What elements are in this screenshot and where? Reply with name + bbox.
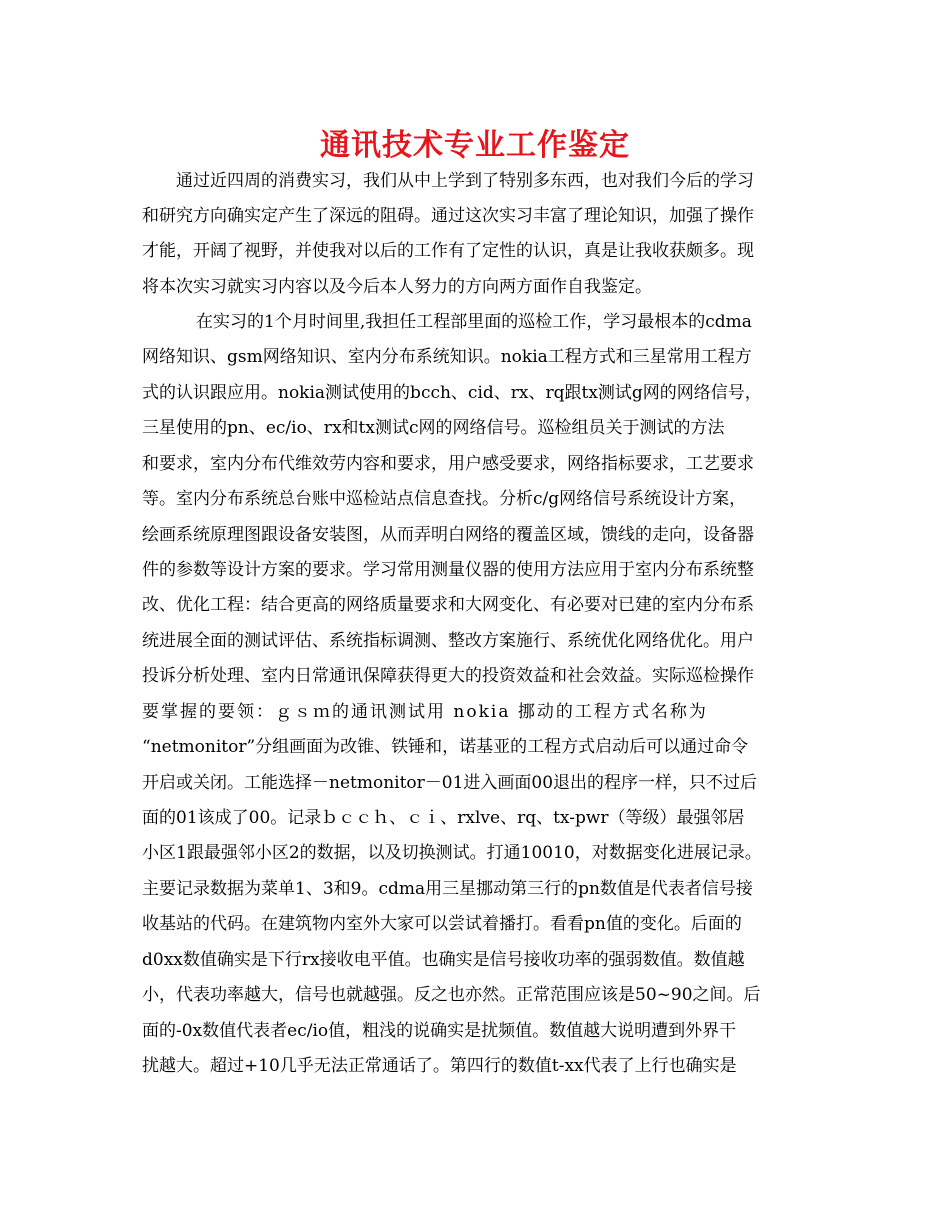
body-line: “netmonitor”分组画面为改锥、铁锤和，诺基亚的工程方式启动后可以通过命令 — [142, 737, 749, 757]
body-line: 面的01该成了00。记录ｂｃｃｈ、ｃｉ、rxlve、rq、tx-pwr（等级）最强邻居 — [142, 808, 745, 828]
body-line: 通过近四周的消费实习，我们从中上学到了特别多东西，也对我们今后的学习 — [176, 171, 754, 191]
body-line: 网络知识、gsm网络知识、室内分布系统知识。nokia工程方式和三星常用工程方 — [142, 347, 752, 367]
body-line: 三星使用的pn、ec/io、rx和tx测试c网的网络信号。巡检组员关于测试的方法 — [142, 418, 725, 438]
body-line: 和要求，室内分布代维效劳内容和要求，用户感受要求，网络指标要求，工艺要求 — [142, 454, 754, 474]
body-line: 主要记录数据为菜单1、3和9。cdma用三星挪动第三行的pn数值是代表者信号接 — [142, 879, 753, 899]
body-line: 绘画系统原理图跟设备安装图，从而弄明白网络的覆盖区域，馈线的走向，设备器 — [142, 525, 754, 545]
body-line: 投诉分析处理、室内日常通讯保障获得更大的投资效益和社会效益。实际巡检操作 — [142, 666, 754, 686]
body-line: 在实习的1个月时间里,我担任工程部里面的巡检工作，学习最根本的cdma — [196, 312, 752, 332]
body-line: 面的-0x数值代表者ec/io值，粗浅的说确实是扰频值。数值越大说明遭到外界干 — [142, 1021, 737, 1041]
body-line: 统进展全面的测试评估、系统指标调测、整改方案施行、系统优化网络优化。用户 — [142, 631, 754, 651]
document-title: 通讯技术专业工作鉴定 — [320, 128, 630, 163]
body-line: 要掌握的要领：ｇｓｍ的通讯测试用 nokia 挪动的工程方式名称为 — [142, 702, 708, 722]
body-line: 开启或关闭。工能选择－netmonitor－01进入画面00退出的程序一样，只不过后 — [142, 773, 758, 793]
body-line: 式的认识跟应用。nokia测试使用的bcch、cid、rx、rq跟tx测试g网的网络信号， — [142, 383, 762, 403]
body-line: d0xx数值确实是下行rx接收电平值。也确实是信号接收功率的强弱数值。数值越 — [142, 950, 745, 970]
body-line: 扰越大。超过+10几乎无法正常通话了。第四行的数值t-xx代表了上行也确实是 — [142, 1056, 737, 1076]
body-line: 小，代表功率越大，信号也就越强。反之也亦然。正常范围应该是50~90之间。后 — [142, 985, 761, 1005]
body-line: 小区1跟最强邻小区2的数据，以及切换测试。打通10010，对数据变化进展记录。 — [142, 843, 762, 863]
body-line: 收基站的代码。在建筑物内室外大家可以尝试着播打。看看pn值的变化。后面的 — [142, 914, 742, 934]
body-line: 才能，开阔了视野，并使我对以后的工作有了定性的认识，真是让我收获颇多。现 — [142, 241, 754, 261]
body-line: 改、优化工程：结合更高的网络质量要求和大网变化、有必要对已建的室内分布系 — [142, 595, 754, 615]
body-line: 将本次实习就实习内容以及今后本人努力的方向两方面作自我鉴定。 — [142, 277, 652, 297]
body-line: 和研究方向确实定产生了深远的阻碍。通过这次实习丰富了理论知识，加强了操作 — [142, 206, 754, 226]
body-line: 等。室内分布系统总台账中巡检站点信息查找。分析c/g网络信号系统设计方案， — [142, 489, 747, 509]
body-line: 件的参数等设计方案的要求。学习常用测量仪器的使用方法应用于室内分布系统整 — [142, 560, 754, 580]
